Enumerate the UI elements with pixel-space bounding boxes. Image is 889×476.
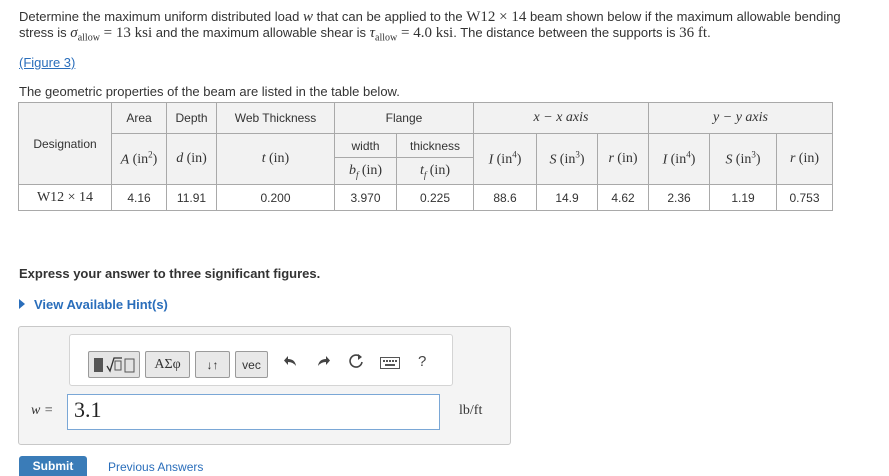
problem-text: . (707, 25, 711, 40)
hint-link-label: View Available Hint(s) (34, 297, 168, 312)
cell-ry: 0.753 (777, 185, 833, 211)
help-button[interactable]: ? (418, 353, 427, 370)
problem-text: that can be applied to the (312, 9, 467, 24)
keyboard-icon[interactable] (380, 356, 400, 374)
cell-depth: 11.91 (167, 185, 217, 211)
reset-icon[interactable] (348, 353, 365, 375)
cell-designation: W12 × 14 (19, 185, 112, 211)
table-intro: The geometric properties of the beam are listed in the table below. (19, 84, 400, 99)
cell-tf: 0.225 (397, 185, 474, 211)
submit-button[interactable]: Submit (19, 456, 87, 476)
cell-rx: 4.62 (598, 185, 649, 211)
tau-value: = 4.0 ksi (397, 25, 454, 41)
beam-designation: W12 × 14 (466, 9, 527, 25)
answer-box (18, 326, 511, 445)
cell-Sx: 14.9 (537, 185, 598, 211)
sigma-subscript: allow (77, 32, 100, 44)
figure-link[interactable]: (Figure 3) (19, 55, 76, 70)
unit-Sx: S $(in^3)$ (537, 134, 598, 185)
answer-label: w = (31, 403, 54, 418)
cell-Sy: 1.19 (710, 185, 777, 211)
templates-button[interactable] (88, 351, 140, 378)
header-designation: Designation (19, 103, 112, 185)
header-thickness: thickness (397, 134, 474, 158)
header-area: Area (112, 103, 167, 134)
unit-bf: $b_f$ (in) (335, 158, 397, 185)
unit-Sy: S $(in^3)$ (710, 134, 777, 185)
geometric-properties-table (18, 102, 833, 211)
answer-units: lb/ft (459, 403, 483, 418)
unit-ry: r (in) (777, 134, 833, 185)
problem-text: beam shown below if the maximum allowable bending stress is (19, 9, 841, 40)
view-hints-link[interactable] (19, 297, 168, 312)
sigma-symbol: σ (70, 25, 78, 41)
problem-text: Determine the maximum uniform distributed load (19, 9, 303, 24)
greek-button[interactable]: ΑΣφ (145, 351, 190, 378)
problem-statement (19, 9, 869, 47)
header-web-thickness: Web Thickness (217, 103, 335, 134)
problem-text: and the maximum allowable shear is (152, 25, 370, 40)
tau-subscript: allow (375, 32, 398, 44)
answer-instruction: Express your answer to three significant figures. (19, 266, 321, 281)
expand-triangle-icon (19, 299, 25, 309)
header-width: width (335, 134, 397, 158)
support-distance: 36 ft (679, 25, 708, 41)
unit-rx: r (in) (598, 134, 649, 185)
sort-button[interactable]: ↓↑ (195, 351, 230, 378)
undo-icon[interactable] (283, 353, 299, 374)
unit-Iy: I $(in^4)$ (649, 134, 710, 185)
cell-web: 0.200 (217, 185, 335, 211)
cell-area: 4.16 (112, 185, 167, 211)
unit-depth: d (in) (167, 134, 217, 185)
unit-area: A $(in^2)$ (112, 134, 167, 185)
templates-icon (91, 355, 137, 375)
cell-Ix: 88.6 (474, 185, 537, 211)
vec-button[interactable]: vec (235, 351, 268, 378)
header-flange: Flange (335, 103, 474, 134)
header-depth: Depth (167, 103, 217, 134)
variable-w: w (302, 9, 313, 25)
unit-web: t (in) (217, 134, 335, 185)
answer-input[interactable]: 3.1 (67, 394, 440, 430)
tau-symbol: τ (369, 25, 376, 41)
cell-Iy: 2.36 (649, 185, 710, 211)
problem-text: . The distance between the supports is (453, 25, 680, 40)
unit-tf: $t_f$ (in) (397, 158, 474, 185)
math-toolbar (69, 334, 453, 386)
header-x-axis: x − x axis (474, 103, 649, 134)
header-y-axis: y − y axis (649, 103, 833, 134)
redo-icon[interactable] (315, 353, 331, 374)
sigma-value: = 13 ksi (99, 25, 153, 41)
unit-Ix: I $(in^4)$ (474, 134, 537, 185)
cell-bf: 3.970 (335, 185, 397, 211)
previous-answers-link[interactable]: Previous Answers (108, 460, 204, 474)
